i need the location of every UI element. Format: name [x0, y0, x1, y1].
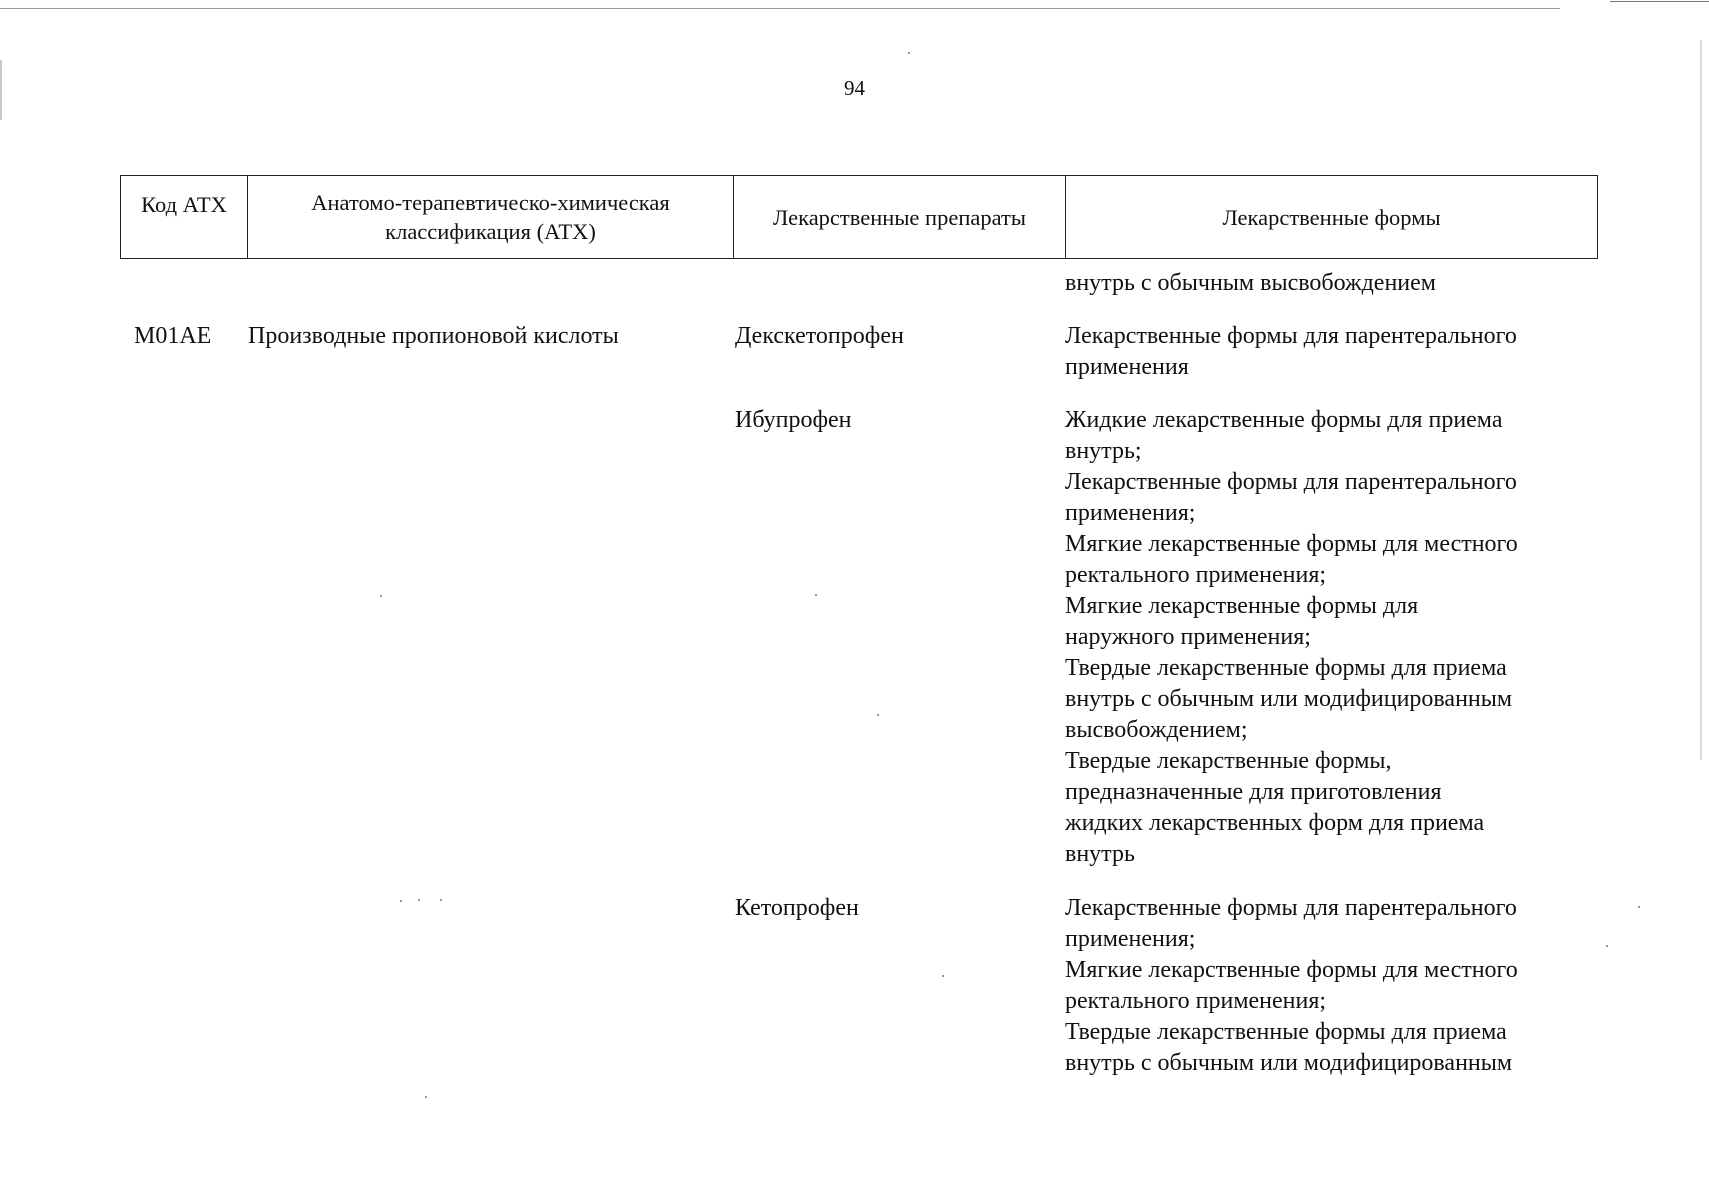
drug-forms: Жидкие лекарственные формы для приема внутрь; Лекарственные формы для парентерального применения; Мягкие лекарственные формы для местного ректального применения; Мягкие лекарственные формы для наружного применения; Твердые лекарственные формы для приема внутрь с обычным или модифицированным высвобождением; Твердые лекарственные формы, предназначенные для приготовления жидких лекарственных форм для приема внутрь — [1065, 407, 1518, 867]
scan-speck — [815, 594, 817, 596]
scan-speck — [1638, 906, 1640, 908]
header-forms: Лекарственные формы — [1065, 176, 1597, 258]
scan-edge-top-right — [1610, 1, 1709, 2]
continuation-form-text: внутрь с обычным высвобождением — [1065, 270, 1436, 296]
group-code: M01AE — [134, 323, 212, 349]
page-number: 94 — [844, 76, 865, 100]
drug-forms: Лекарственные формы для парентерального применения — [1065, 323, 1517, 380]
scan-edge-top — [0, 8, 1560, 9]
header-code: Код АТХ — [141, 192, 227, 217]
header-classification — [247, 176, 733, 258]
scan-speck — [425, 1096, 427, 1098]
scan-speck — [1606, 945, 1608, 947]
scan-speck — [400, 900, 402, 902]
scan-edge-right — [1700, 40, 1702, 760]
header-classification-text: Анатомо-терапевтическо-химическая классификация (АТХ) — [311, 190, 670, 244]
table-header — [120, 175, 1598, 259]
scan-speck — [908, 52, 910, 54]
drug-forms: Лекарственные формы для парентерального применения; Мягкие лекарственные формы для местного ректального применения; Твердые лекарственные формы для приема внутрь с обычным или модифицированным — [1065, 895, 1518, 1076]
drug-name: Ибупрофен — [735, 407, 852, 433]
drug-name: Декскетопрофен — [735, 323, 904, 349]
scan-speck — [418, 899, 420, 901]
drug-name: Кетопрофен — [735, 895, 859, 921]
scan-speck — [380, 595, 382, 597]
scan-speck — [877, 714, 879, 716]
scan-speck — [942, 975, 944, 977]
scan-speck — [440, 899, 442, 901]
group-classification: Производные пропионовой кислоты — [248, 323, 619, 349]
header-drugs: Лекарственные препараты — [733, 176, 1065, 258]
